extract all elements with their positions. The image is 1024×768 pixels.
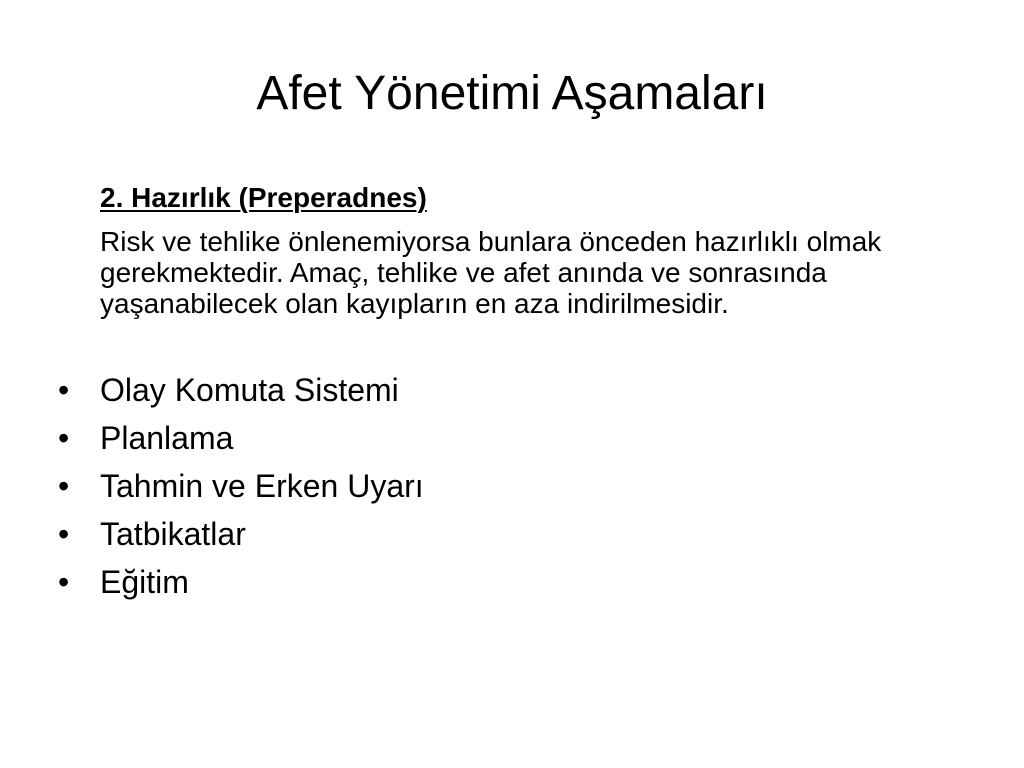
bullet-item-planlama	[0, 420, 1024, 468]
bullet-list	[0, 372, 1024, 612]
bullet-label: Olay Komuta Sistemi	[100, 372, 399, 408]
bullet-label: Planlama	[100, 420, 234, 456]
bullet-item-tahmin-ve-erken-uyari	[0, 468, 1024, 516]
section-paragraph: Risk ve tehlike önlenemiyorsa bunlara önceden hazırlıklı olmak gerekmektedir. Amaç, tehlike ve afet anında ve sonrasında yaşanabilecek olan kayıpların en aza indirilmesidir.	[100, 226, 882, 319]
bullet-icon: •	[58, 468, 70, 504]
bullet-icon: •	[58, 564, 70, 600]
bullet-icon: •	[58, 516, 70, 552]
bullet-label: Tatbikatlar	[100, 516, 246, 552]
bullet-item-tatbikatlar	[0, 516, 1024, 564]
bullet-icon: •	[58, 420, 70, 456]
bullet-item-olay-komuta-sistemi	[0, 372, 1024, 420]
bullet-icon: •	[58, 372, 70, 408]
slide-title: Afet Yönetimi Aşamaları	[256, 67, 768, 120]
bullet-label: Tahmin ve Erken Uyarı	[100, 468, 424, 504]
bullet-item-egitim	[0, 564, 1024, 612]
slide-content	[0, 180, 1024, 612]
section-heading: 2. Hazırlık (Preperadnes)	[100, 182, 427, 213]
bullet-label: Eğitim	[100, 564, 189, 600]
